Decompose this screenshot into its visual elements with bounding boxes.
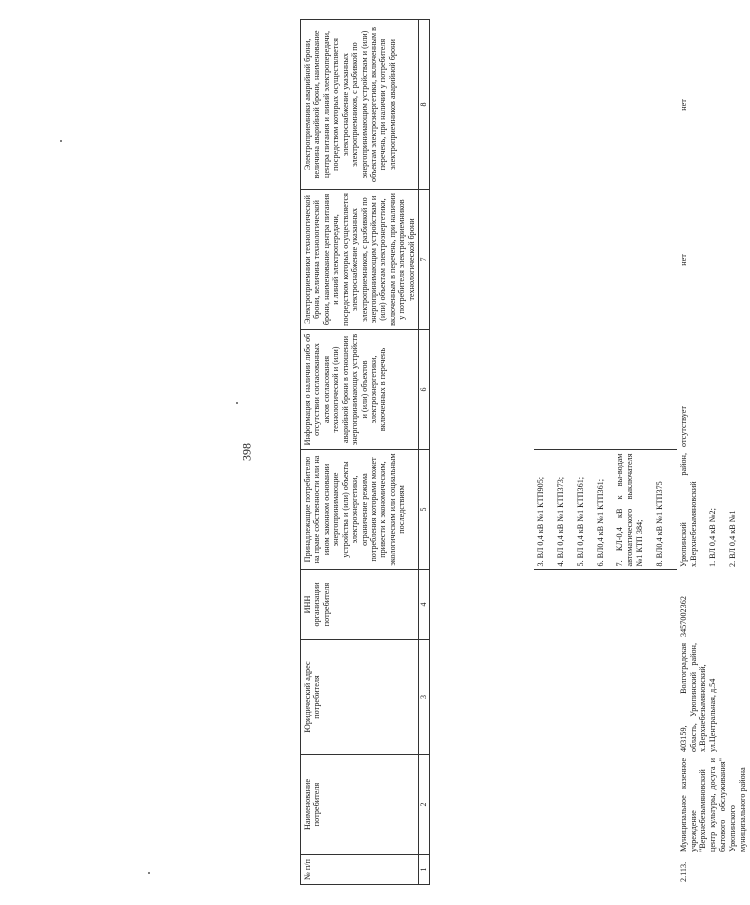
device-item: 4. ВЛ 0,4 кВ №1 КТП373; (555, 476, 565, 567)
table-header-row (301, 20, 419, 885)
row-number: 2.113. (678, 861, 688, 882)
reserve-table (300, 19, 430, 885)
column-number: 5 (419, 450, 430, 570)
emergency-reserve-value: нет (678, 99, 688, 111)
col-header-acts: Информация о наличии либо об отсутствии согласованных актов согласования технологической и (или) аварийной брони в отношении энергопринимающих устройств и (или) объектов электроэнергетики, включенных в перечень (301, 330, 419, 450)
devices-cell (677, 450, 750, 570)
device-item: 5. ВЛ 0,4 кВ №1 КТП361; (575, 476, 585, 567)
acts-status: отсутствует (678, 406, 688, 447)
col-header-inn: ИНН организации потребителя (301, 570, 419, 640)
col-header-address: Юридический адрес потребителя (301, 640, 419, 755)
device-item: 1. ВЛ 0,4 кВ №2; (708, 508, 718, 567)
column-number: 3 (419, 640, 430, 755)
devices-intro: Урюпинский район, х.Верхнебезымяновский (678, 453, 698, 567)
tech-reserve-value: нет (678, 254, 688, 266)
device-item: 7. КЛ-0,4 кВ к вы-водам автоматического выключателя №1 КТП 384; (615, 453, 645, 567)
consumer-address: 403159, Волгоградская область, Урюпинский район, х.Верхнебезымяновский, ул.Центральная, д.54 (678, 643, 718, 752)
device-item: 8. ВЛ0,4 кВ №1 КТП375 (654, 481, 664, 567)
column-number: 1 (419, 855, 430, 885)
column-number: 4 (419, 570, 430, 640)
col-header-emergency-reserve: Электроприемники аварийной брони, величина аварийной брони, наименование центра питания и линий электропередачи, посредством которых осуществляется электроснабжение указанных электроприемников, с разбивкой по энергопринимающим устройствам и (или) объектам электроэнергетики, включенным в перечень, при наличии у потребителя электроприемников аварийной брони (301, 20, 419, 190)
consumer-inn: 3457002362 (678, 596, 688, 637)
continued-row (534, 20, 677, 885)
col-header-devices: Принадлежащие потребителю на праве собственности или на ином законном основании энергопринимающие устройства и (или) объекты электроэнергетики, ограничение режима потребления которыми может привести к экономическим, экологическим или социальным последствиям (301, 450, 419, 570)
col-header-number: № п/п (301, 855, 419, 885)
column-number: 6 (419, 330, 430, 450)
table-body (534, 20, 750, 885)
scan-speck (148, 872, 150, 874)
consumer-name: Муниципальное казенное учреждение "Верхнебезымяновский центр культуры, досуга и бытового обслуживания" Урюпинского муниципального района (678, 758, 747, 852)
col-header-tech-reserve: Электроприемники технологической брони, величина технологической брони, наименование центра питания и линий электропередачи, посредством которых осуществляется электроснабжение указанных электроприемников, с разбивкой по энергопринимающим устройствам и (или) объектам электроэнергетики, включенным в перечень, при наличии у потребителя электроприемников технологической брони (301, 190, 419, 330)
column-number-row (419, 20, 430, 885)
column-number: 7 (419, 190, 430, 330)
scan-speck (60, 140, 62, 142)
device-item: 2. ВЛ 0,4 кВ №1 (728, 510, 738, 567)
device-item: 6. ВЛ0,4 кВ №1 КТП361; (595, 478, 605, 567)
column-number: 8 (419, 20, 430, 190)
device-item: 3. ВЛ 0,4 кВ №1 КТП905; (536, 476, 545, 567)
scan-speck (236, 402, 238, 404)
table-row (677, 20, 750, 885)
continued-devices-cell (534, 450, 677, 570)
column-number: 2 (419, 755, 430, 855)
col-header-name: Наименование потребителя (301, 755, 419, 855)
page-number: 398 (239, 443, 254, 461)
